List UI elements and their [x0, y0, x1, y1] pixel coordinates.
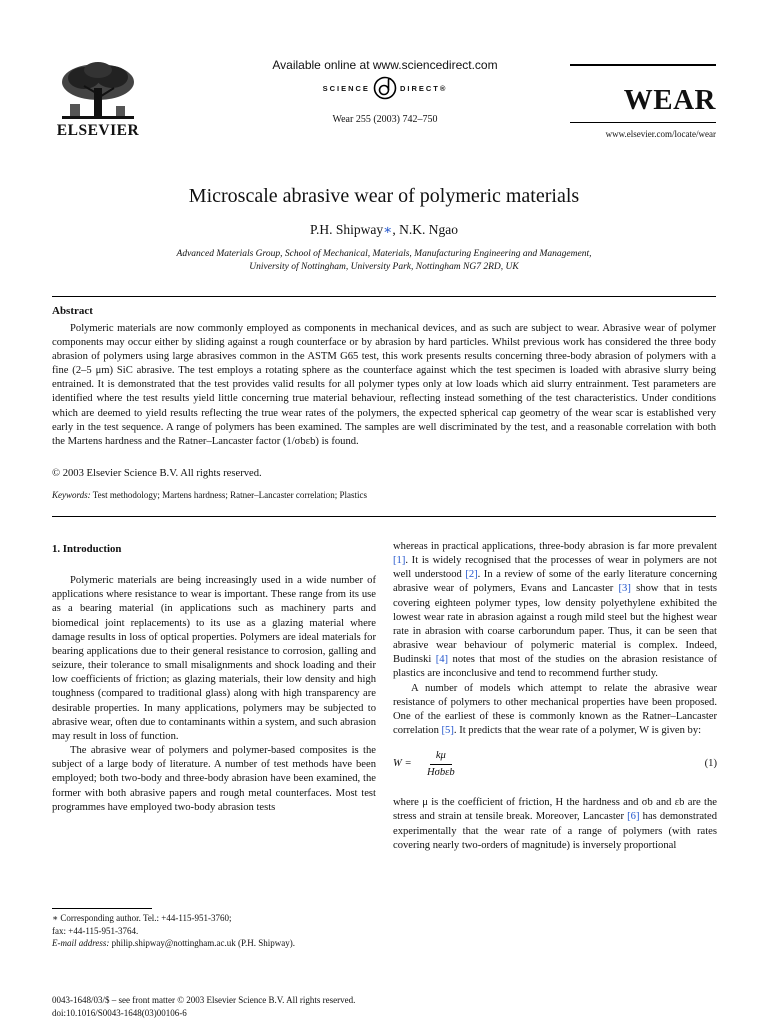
keywords-list: Test methodology; Martens hardness; Ratner–Lancaster correlation; Plastics: [90, 490, 368, 500]
tree-logo-icon: [54, 60, 142, 122]
abstract-text: Polymeric materials are now commonly employed as components in mechanical devices, and as such are subject to wear. Abrasive wear of polymer components may occur either by sliding against a rough counterface or by abrasion by hard particles. Whilst previous work has considered the three body abrasion of polymers using large abrasives common in the ASTM G65 test, this work presents results concerning three-body abrasion of polymers with a fine (2–5 μm) SiC abrasive. The test employs a rotating sphere as the counterface against which the test specimen is loaded with abrasive slurry being entrained. It is demonstrated that the test provides valid results for all polymer types only at low loads which aid slurry entrainment. Test parameters are identified where the test results yield little concerning true material behaviour, reflecting instead something of the test characteristics. Under conditions which are deemed to yield results reflecting the true wear rates of the polymers, the expected spherical cap geometry of the wear scar is established very early in the test sequence. A range of polymers has been examined. The samples are well discriminated by the test, and a reasonable correlation with both the Martens hardness and the Ratner–Lancaster factor (1/σbεb) is found.: [52, 323, 716, 447]
footnote-rule: [52, 908, 152, 909]
affiliation: [100, 248, 668, 274]
footnote-line-2: fax: +44-115-951-3764.: [52, 925, 139, 936]
section-heading-introduction: 1. Introduction: [52, 543, 122, 555]
ref-link-4[interactable]: [4]: [435, 654, 449, 666]
journal-citation: Wear 255 (2003) 742–750: [332, 114, 438, 125]
journal-url[interactable]: www.elsevier.com/locate/wear: [605, 129, 716, 139]
intro-paragraph-2: The abrasive wear of polymers and polymer-based composites is the subject of a large body of literature. A number of test methods have been employed; both two-body and three-body abrasion have been examined, the former with both abrasive papers and rough metal counterfaces. Most test programmes have employed two-body abrasion tests: [52, 745, 376, 813]
equation-numerator: kμ: [430, 749, 452, 765]
abstract-top-rule: [52, 296, 716, 297]
left-column: [52, 540, 376, 815]
sciencedirect-logo: SCIENCE DIRECT ®: [200, 76, 570, 100]
ref-link-3[interactable]: [3]: [618, 583, 631, 595]
sciencedirect-header: [200, 58, 570, 125]
journal-name: WEAR: [623, 84, 716, 116]
equation-1: [393, 744, 717, 784]
intro-paragraph-1: Polymeric materials are being increasingly used in a wide number of applications where resistance to wear is important. These range from its use as a bearing material (in applications such as machinery parts and biomedical joint replacements) to its use as a glazing material where damage results in loss of optical properties. Polymers are ideal materials for bearing applications due to their general resistance to corrosion, galling and seizure, their tolerance to small misalignments and shock loading and their low coefficients of friction; as glazing materials, their low density and high toughness (compared to traditional glass) along with high transparency are desirable properties. In many applications, polymers may be subjected to abrasive wear, often due to contaminants within a system, and such abrasion may result in loss of function.: [52, 575, 376, 742]
right-column: [393, 540, 717, 853]
article-meta: [52, 994, 355, 1019]
masthead-top-rule: [570, 64, 716, 66]
abstract-bottom-rule: [52, 516, 716, 517]
footnote-line-1: ∗ Corresponding author. Tel.: +44-115-951-3760;: [52, 913, 232, 923]
sd-right-text: DIRECT: [399, 83, 440, 93]
ref-link-6[interactable]: [6]: [627, 811, 640, 823]
email-label: E-mail address:: [52, 938, 110, 948]
keywords: [52, 490, 367, 500]
right-paragraph-2: A number of models which attempt to relate the abrasive wear resistance of polymers to other mechanical properties have been proposed. One of the earliest of these is commonly known as the Ratner–Lancaster correlation [5]. It predicts that the wear rate of a polymer, W is given by:: [393, 682, 717, 737]
ref-link-1[interactable]: [1]: [393, 555, 406, 567]
abstract-copyright: © 2003 Elsevier Science B.V. All rights reserved.: [52, 468, 262, 479]
journal-masthead: [570, 64, 716, 139]
article-title: Microscale abrasive wear of polymeric materials: [188, 185, 580, 207]
doi-line[interactable]: doi:10.1016/S0043-1648(03)00106-6: [52, 1007, 187, 1018]
ref-link-5[interactable]: [5]: [441, 725, 454, 737]
publisher-name: ELSEVIER: [56, 122, 140, 139]
equation-lhs: W =: [393, 758, 412, 770]
sd-left-text: SCIENCE: [322, 83, 370, 93]
keywords-label: Keywords:: [52, 490, 91, 500]
available-online-text: Available online at www.sciencedirect.com: [272, 58, 498, 72]
author-shipway: P.H. Shipway: [310, 222, 384, 237]
equation-fraction: [427, 749, 455, 780]
author-list: [0, 222, 768, 238]
issn-line: 0043-1648/03/$ – see front matter © 2003 Elsevier Science B.V. All rights reserved.: [52, 995, 356, 1005]
abstract-heading: Abstract: [52, 305, 93, 317]
masthead-bottom-rule: [570, 122, 716, 123]
affiliation-line-2: University of Nottingham, University Park, Nottingham NG7 2RD, UK: [249, 262, 519, 272]
equation-number: (1): [704, 758, 717, 770]
sciencedirect-d-icon: [373, 76, 397, 100]
footnote: [52, 912, 382, 950]
author-ngao: , N.K. Ngao: [392, 222, 458, 237]
email-address[interactable]: philip.shipway@nottingham.ac.uk (P.H. Shipway).: [109, 938, 295, 948]
right-paragraph-3: where μ is the coefficient of friction, H the hardness and σb and εb are the stress and strain at tensile break. Moreover, Lancaster [6] has demonstrated experimentally that the wear rate of a range of polymers (with rates covering nearly two-orders of magnitude) is inversely proportional: [393, 797, 717, 851]
right-paragraph-1: whereas in practical applications, three-body abrasion is far more prevalent [1]. It is widely recognised that the processes of wear in polymers are not well understood [2]. In a review of some of the early literature concerning abrasive wear of polymers, Evans and Lancaster [3] show that in tests covering eighteen polymer types, low density polyethylene exhibited the lowest wear rate in abrasion against a rough mild steel but the highest wear rate in abrasion with coarse carborundum paper. Thus, it can be seen that abrasive wear behaviour of polymeric material is complex. Indeed, Budinski [4] notes that most of the studies on the abrasion resistance of plastics are inconclusive and tend to recommend further study.: [393, 541, 718, 680]
footnote-email: [52, 937, 382, 950]
affiliation-line-1: Advanced Materials Group, School of Mechanical, Materials, Manufacturing Engineering and Management,: [176, 249, 592, 259]
ref-link-2[interactable]: [2]: [465, 569, 478, 581]
equation-denominator: Hσbεb: [427, 766, 455, 778]
corresponding-author-link[interactable]: ∗: [383, 222, 393, 237]
publisher-logo: [52, 60, 144, 140]
